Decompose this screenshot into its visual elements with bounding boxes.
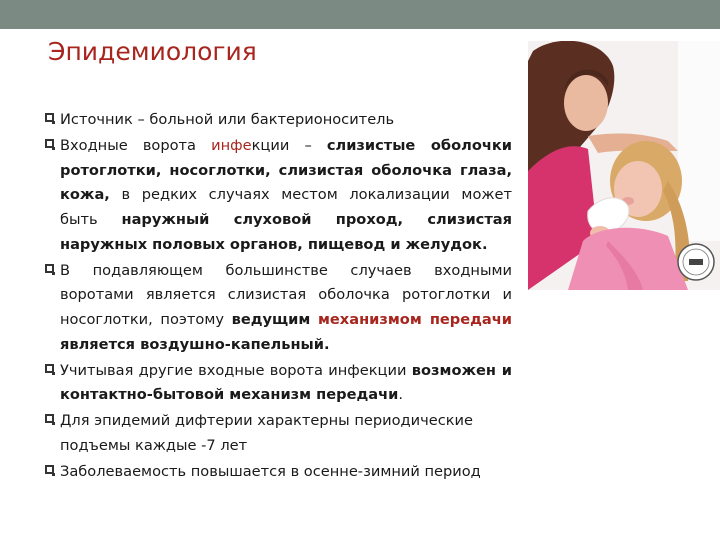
top-accent-bar: [0, 0, 720, 29]
q-bullet-icon: [44, 263, 56, 276]
item-text: Учитывая другие входные ворота инфекции: [60, 361, 412, 379]
item-text: [310, 311, 318, 328]
item-text: в редких случаях местом локализации может быть: [60, 186, 512, 228]
slide-body: [44, 108, 512, 486]
q-bullet-icon: [44, 363, 56, 376]
item-text: В подавляющем большинстве случаев входными воротами является слизистая оболочка ротоглотки и носоглотки, поэтому: [60, 261, 512, 328]
q-bullet-icon: [44, 464, 56, 477]
item-text-bold: ведущим: [231, 311, 311, 328]
q-bullet-icon: [44, 138, 56, 151]
stock-watermark-badge: [676, 242, 716, 282]
item-text-bold-highlight: механизмом передачи: [317, 311, 513, 328]
q-bullet-icon: [44, 112, 56, 125]
item-text-bold: наружный слуховой проход, слизистая наружных половых органов, пищевод и желудок.: [60, 211, 512, 253]
item-text: кции –: [251, 136, 327, 154]
item-text: Источник – больной или бактерионоситель: [60, 111, 395, 128]
item-text-bold: слизистые оболочки ротоглотки, носоглотки, слизистая оболочка глаза, кожа,: [60, 136, 512, 204]
slide-title: Эпидемиология: [48, 37, 257, 66]
item-text: Заболеваемость повышается в осенне-зимний период: [60, 462, 481, 480]
list-item-epidemic-cycles: [44, 409, 512, 458]
item-text-highlight: инфе: [211, 136, 252, 154]
item-text: .: [398, 386, 404, 404]
list-item-contact-mechanism: [44, 359, 512, 408]
item-text-bold: возможен и контактно-бытовой механизм передачи: [60, 361, 512, 404]
q-bullet-icon: [44, 413, 56, 426]
item-text: Для эпидемий дифтерии характерны периодические подъемы каждые -7 лет: [60, 412, 473, 454]
item-text: Входные ворота: [60, 136, 212, 154]
list-item-seasonality: [44, 460, 512, 485]
list-item-source: [44, 108, 512, 133]
list-item-main-mechanism: [44, 259, 512, 358]
list-item-entry-gates: [44, 134, 512, 258]
item-text-bold: является воздушно-капельный.: [60, 335, 330, 353]
